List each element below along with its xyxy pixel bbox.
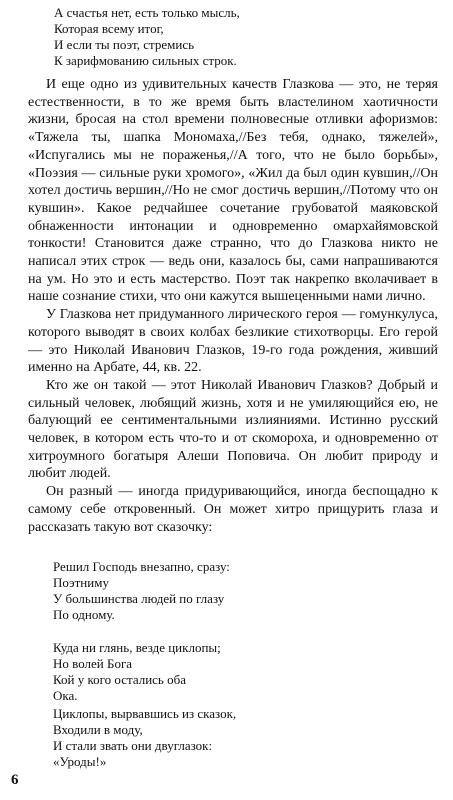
paragraph-fairy-tale-intro: Он разный — иногда придуривающийся, иногда беспощадно к самому себе откровенный. Он может хитро прищурить глаза и рассказать такую вот сказочку: <box>28 484 438 535</box>
cyclops-poem-stanza-3: Циклопы, вырвавшись из сказок, Входили в моду, И стали звать они двуглазок: «Уроды!» <box>53 706 237 769</box>
cyclops-poem-stanza-2: Куда ни глянь, везде циклопы; Но волей Бога Кой у кого остались оба Ока. <box>53 640 221 703</box>
page-number: 6 <box>11 772 19 788</box>
paragraph-who-is-glazkov: Кто же он такой — этот Николай Иванович Глазков? Добрый и сильный человек, любящий жизнь, хотя и не умиляющийся ею, не балующий ее сентиментальными излияниями. Истинно русский человек, в котором есть что-то и от скомороха, и одновременно от хитроумного богатыря Алеши Поповича. Он любит природу и любит людей. <box>28 377 438 482</box>
prose-body <box>28 76 438 536</box>
cyclops-poem-stanza-1: Решил Господь внезапно, сразу: Поэтниму У большинства людей по глазу По одному. <box>53 559 230 622</box>
opening-poem-stanza: А счастья нет, есть только мысль, Которая всему итог, И если ты поэт, стремись К зарифмованию сильных строк. <box>54 5 240 68</box>
paragraph-lyrical-hero: У Глазкова нет придуманного лирического героя — гомункулуса, которого выводят в своих колбах безликие стихотворцы. Его герой — это Николай Иванович Глазков, 19-го года рождения, живший именно на Арбате, 44, кв. 22. <box>28 307 438 376</box>
paragraph-aphorisms: И еще одно из удивительных качеств Глазкова — это, не теряя естественности, в то же время быть властелином хаотичности жизни, бросая на стол времени полновесные отливки афоризмов: «Тяжела ты, шапка Мономаха,//Без тебя, однако, тяжелей», «Испугались мы не пораженья,//А того, что не было борьбы», «Поэзия — сильные руки хромого», «Жил да был один кувшин,//Он хотел достичь вершин,//Но не смог достичь вершин,//Потому что он кувшин». Какое редчайшее сочетание грубоватой маяковской обнаженности интонации и одновременно омархайямовской тонкости! Становится даже странно, что до Глазкова никто не написал этих строк — ведь они, казалось бы, сами напрашиваются на ум. Но это и есть мастерство. Поэт так накрепко вколачивает в наше сознание стихи, что они кажутся вышеценными нами лично. <box>28 77 438 305</box>
